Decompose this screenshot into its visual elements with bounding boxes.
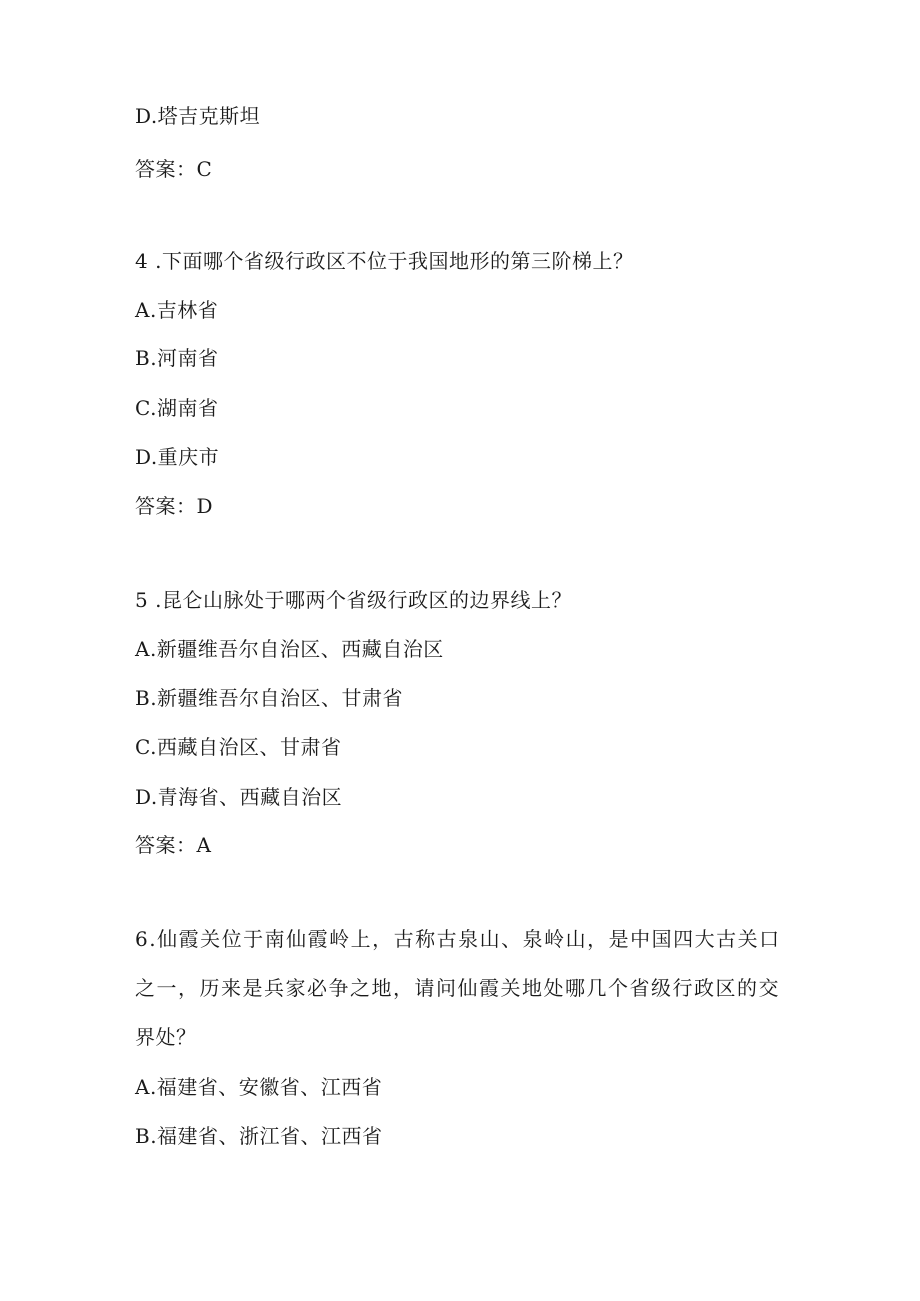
q4-option-d: D.重庆市 <box>135 445 220 469</box>
q4-option-a: A.吉林省 <box>135 298 219 322</box>
q6-stem-line-1: 6.仙霞关位于南仙霞岭上，古称古泉山、泉岭山，是中国四大古关口 <box>135 927 781 951</box>
q5-option-c: C.西藏自治区、甘肃省 <box>135 735 342 759</box>
q6-option-b: B.福建省、浙江省、江西省 <box>135 1124 383 1148</box>
q5-option-b: B.新疆维吾尔自治区、甘肃省 <box>135 686 404 710</box>
q5-option-d: D.青海省、西藏自治区 <box>135 785 343 809</box>
q5-option-a: A.新疆维吾尔自治区、西藏自治区 <box>135 637 444 661</box>
q3-answer: 答案：C <box>135 157 213 181</box>
q3-option-d: D.塔吉克斯坦 <box>135 104 261 128</box>
q5-stem: 5 .昆仑山脉处于哪两个省级行政区的边界线上？ <box>135 588 572 612</box>
q5-answer: 答案：A <box>135 833 212 857</box>
q4-answer: 答案：D <box>135 494 214 518</box>
q6-stem-line-2: 之一，历来是兵家必争之地，请问仙霞关地处哪几个省级行政区的交 <box>135 976 780 1000</box>
q4-option-c: C.湖南省 <box>135 396 219 420</box>
q6-option-a: A.福建省、安徽省、江西省 <box>135 1075 383 1099</box>
q6-stem-line-3: 界处？ <box>135 1025 197 1049</box>
q4-stem: 4 .下面哪个省级行政区不位于我国地形的第三阶梯上？ <box>135 249 634 273</box>
q4-option-b: B.河南省 <box>135 346 219 370</box>
